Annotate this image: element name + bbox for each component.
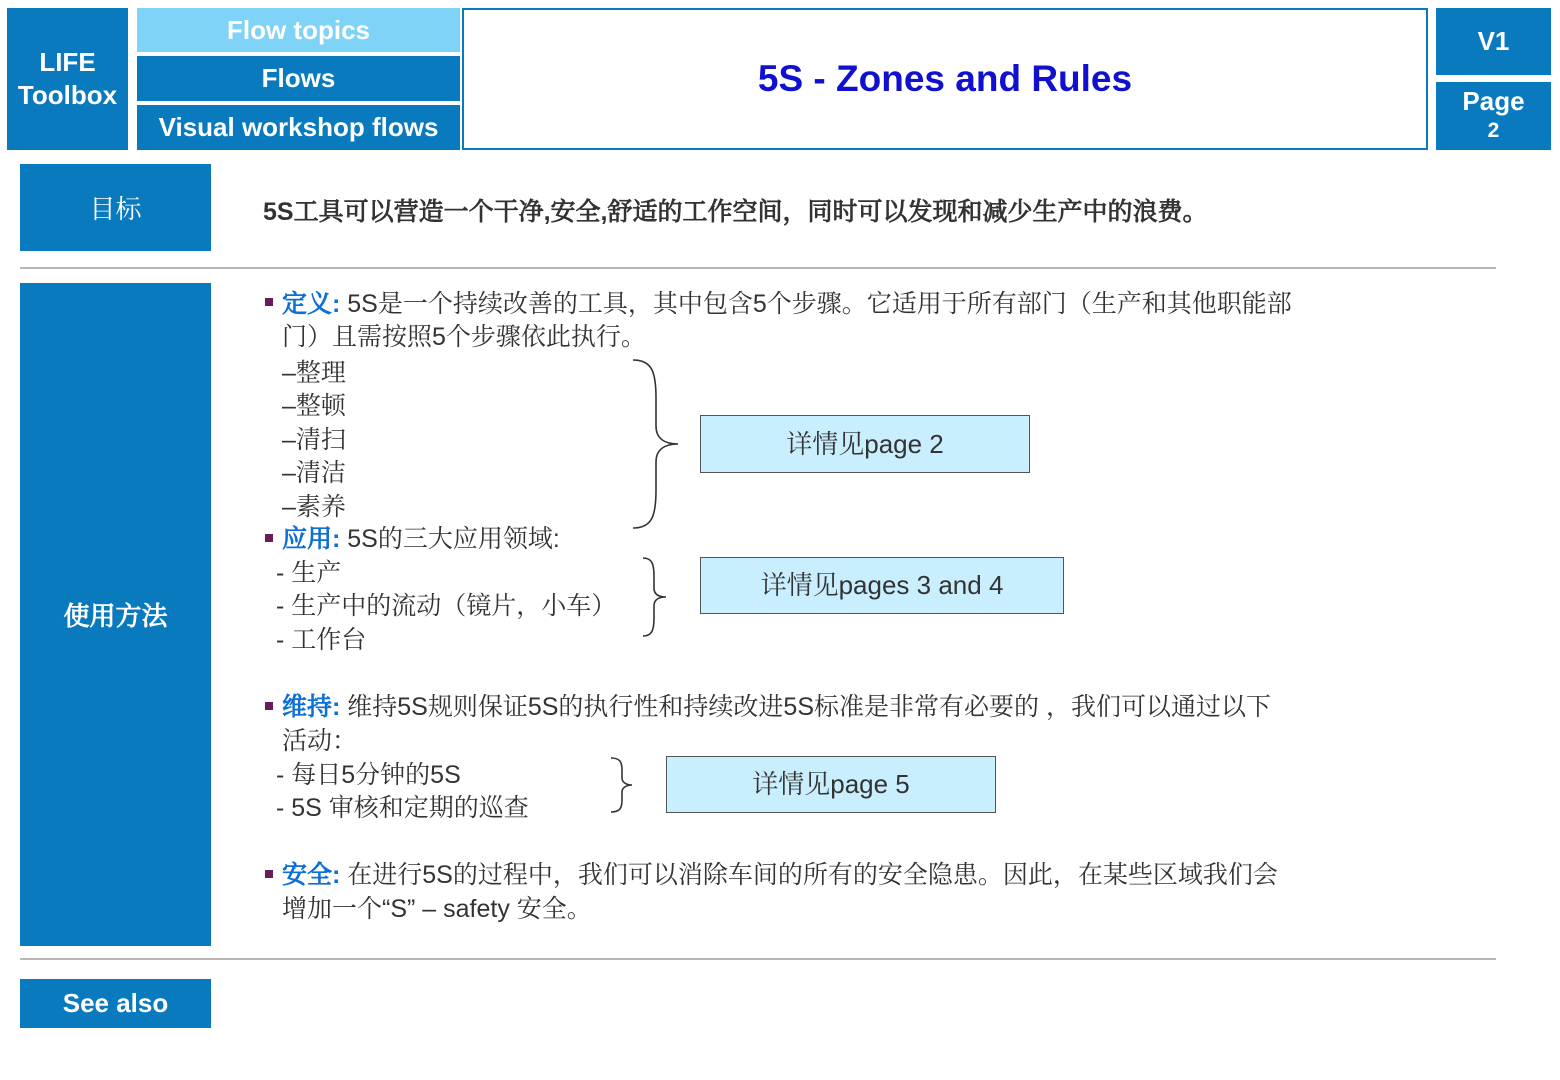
tab-flow-topics-label: Flow topics (227, 14, 370, 45)
version-badge (1436, 8, 1551, 75)
step-item: –清扫 (282, 426, 346, 454)
logo-line2: Toolbox (17, 80, 118, 110)
usage-label-box (20, 283, 211, 946)
page-number: 2 (1487, 119, 1500, 142)
goal-text: 5S工具可以营造一个干净,安全,舒适的工作空间，同时可以发现和减少生产中的浪费。 (263, 198, 1208, 226)
step-item: –整理 (282, 359, 346, 387)
maintain-item: - 每日5分钟的5S (276, 761, 461, 789)
bullet-safety (265, 870, 273, 878)
bullet-application (265, 534, 273, 542)
safety-line2: 增加一个“S” – safety 安全。 (282, 895, 592, 923)
maintain-keyword: 维持: (282, 693, 341, 721)
page-badge (1436, 82, 1551, 150)
logo-box (7, 8, 128, 150)
maintain-item: - 5S 审核和定期的巡查 (276, 794, 529, 822)
goal-label-box (20, 164, 211, 251)
detail-pages-3-4-label: 详情见pages 3 and 4 (760, 570, 1004, 600)
brace-maintain (608, 756, 648, 816)
tab-flow-topics[interactable] (137, 8, 460, 52)
tab-visual-workshop-flows[interactable] (137, 105, 460, 150)
safety-text1: 在进行5S的过程中，我们可以消除车间的所有的安全隐患。因此，在某些区域我们会 (340, 861, 1278, 889)
bullet-definition (265, 298, 273, 306)
bullet-maintain (265, 702, 273, 710)
definition-line1 (282, 288, 1292, 321)
tab-flows-label: Flows (261, 63, 336, 93)
detail-page-5-label: 详情见page 5 (752, 769, 910, 799)
logo-line1: LIFE (39, 47, 96, 77)
brace-steps (630, 358, 685, 530)
step-item: –素养 (282, 493, 346, 521)
goal-label: 目标 (89, 194, 142, 224)
page-title: 5S - Zones and Rules (757, 58, 1133, 99)
detail-box-pages-3-4 (700, 557, 1064, 614)
detail-box-page-5 (666, 756, 996, 813)
page-label: Page (1462, 86, 1525, 116)
version-label: V1 (1477, 26, 1510, 56)
divider-top (20, 267, 1496, 269)
safety-keyword: 安全: (282, 861, 341, 889)
maintain-line2: 活动： (282, 727, 358, 755)
application-line (282, 523, 560, 556)
application-item: - 生产中的流动（镜片，小车） (276, 592, 617, 620)
step-item: –清洁 (282, 459, 346, 487)
application-text: 5S的三大应用领域: (340, 525, 560, 553)
application-item: - 工作台 (276, 626, 367, 654)
see-also-button[interactable] (20, 979, 211, 1028)
see-also-label: See also (62, 988, 169, 1018)
definition-text1: 5S是一个持续改善的工具，其中包含5个步骤。它适用于所有部门（生产和其他职能部 (340, 290, 1292, 318)
application-item: - 生产 (276, 559, 342, 587)
usage-label: 使用方法 (63, 601, 168, 631)
detail-page-2-label: 详情见page 2 (786, 428, 944, 459)
safety-line1 (282, 859, 1278, 892)
definition-line2: 门）且需按照5个步骤依此执行。 (282, 323, 646, 351)
definition-keyword: 定义: (282, 290, 341, 318)
divider-bottom (20, 958, 1496, 960)
tab-visual-label: Visual workshop flows (158, 112, 439, 142)
title-box (462, 8, 1428, 150)
detail-box-page-2 (700, 415, 1030, 473)
brace-application (640, 556, 680, 640)
step-item: –整顿 (282, 392, 346, 420)
application-keyword: 应用: (282, 525, 341, 553)
tab-flows[interactable] (137, 56, 460, 101)
maintain-line1 (282, 691, 1271, 724)
maintain-text1: 维持5S规则保证5S的执行性和持续改进5S标准是非常有必要的 ，我们可以通过以下 (340, 693, 1271, 721)
